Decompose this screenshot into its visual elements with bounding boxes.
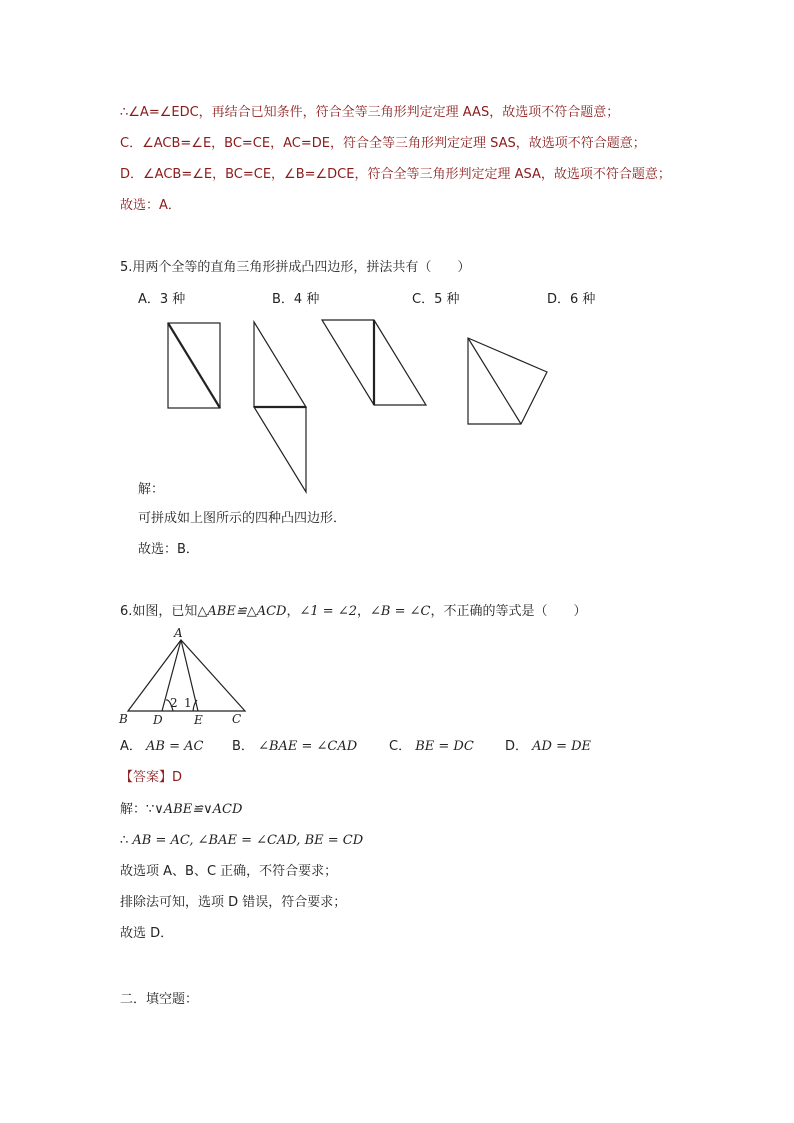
q5-option-a: A．3 种: [138, 292, 186, 307]
q6-option-b: [232, 739, 357, 755]
q6-solution-1-prefix: 解：∵: [120, 802, 155, 817]
q6-stem-sep2: ，: [356, 604, 370, 619]
q6-stem-suffix: ，不正确的等式是（ ）: [430, 604, 587, 619]
label-e: E: [194, 713, 203, 727]
q6-option-a: [120, 739, 203, 755]
q5-stem: 5.用两个全等的直角三角形拼成凸四边形，拼法共有（ ）: [120, 260, 471, 275]
q6-answer-tag: 【答案】: [120, 770, 173, 785]
q6-option-a-expr: AB = AC: [146, 739, 204, 754]
q6-option-d-letter: D．: [505, 739, 529, 754]
q6-option-d: [505, 739, 591, 755]
label-a: A: [174, 626, 183, 640]
q6-solution-3: 故选项 A、B、C 正确，不符合要求；: [120, 864, 338, 879]
q6-answer-value: D: [172, 770, 183, 785]
solution-line-1: ∴∠A=∠EDC，再结合已知条件，符合全等三角形判定定理 AAS，故选项不符合题意；: [120, 105, 620, 120]
q6-solution-4: 排除法可知，选项 D 错误，符合要求；: [120, 895, 347, 910]
q6-solution-2-prefix: ∴: [120, 833, 133, 848]
q6-answer: [120, 770, 182, 786]
solution-line-2: C．∠ACB=∠E，BC=CE，AC=DE，符合全等三角形判定定理 SAS，故选项不符合题意；: [120, 136, 646, 151]
q6-stem-congruence: △ABE≌△ACD: [197, 604, 287, 619]
label-d: D: [153, 713, 163, 727]
q6-stem-angle12: ∠1 = ∠2: [299, 604, 357, 619]
q6-solution-5: 故选 D．: [120, 926, 174, 941]
label-angle-2: 2: [170, 696, 178, 710]
q6-option-b-expr: ∠BAE = ∠CAD: [258, 739, 358, 754]
q5-option-c: C．5 种: [412, 292, 460, 307]
q5-solution-head: 解：: [138, 482, 165, 497]
q6-option-d-expr: AD = DE: [532, 739, 592, 754]
solution-line-4: 故选：A．: [120, 198, 181, 213]
q6-option-c-expr: BE = DC: [415, 739, 474, 754]
q6-option-c-letter: C．: [389, 739, 412, 754]
label-b: B: [119, 712, 128, 726]
q6-option-c: [389, 739, 474, 755]
q6-stem-sep1: ，: [286, 604, 300, 619]
label-angle-1: 1: [184, 696, 192, 710]
solution-line-3: D．∠ACB=∠E，BC=CE，∠B=∠DCE，符合全等三角形判定定理 ASA，故选项不符合题意；: [120, 167, 671, 182]
q5-option-d: D．6 种: [547, 292, 596, 307]
q6-stem-prefix: 6.如图，已知: [120, 604, 198, 619]
section-2-title: 二．填空题：: [120, 992, 199, 1007]
q6-option-b-letter: B．: [232, 739, 254, 754]
label-c: C: [232, 712, 242, 726]
q6-solution-1: [120, 802, 242, 818]
q5-solution-end: 故选：B．: [138, 542, 199, 557]
q5-option-b: B．4 种: [272, 292, 320, 307]
q6-solution-1-math: ∨ABE≌∨ACD: [154, 802, 243, 817]
q6-stem-angleBC: ∠B = ∠C: [370, 604, 431, 619]
q6-solution-2-math: AB = AC, ∠BAE = ∠CAD, BE = CD: [132, 833, 364, 848]
q6-solution-2: [120, 833, 363, 849]
q6-option-a-letter: A．: [120, 739, 142, 754]
q5-solution-body: 可拼成如上图所示的四种凸四边形．: [138, 511, 347, 526]
